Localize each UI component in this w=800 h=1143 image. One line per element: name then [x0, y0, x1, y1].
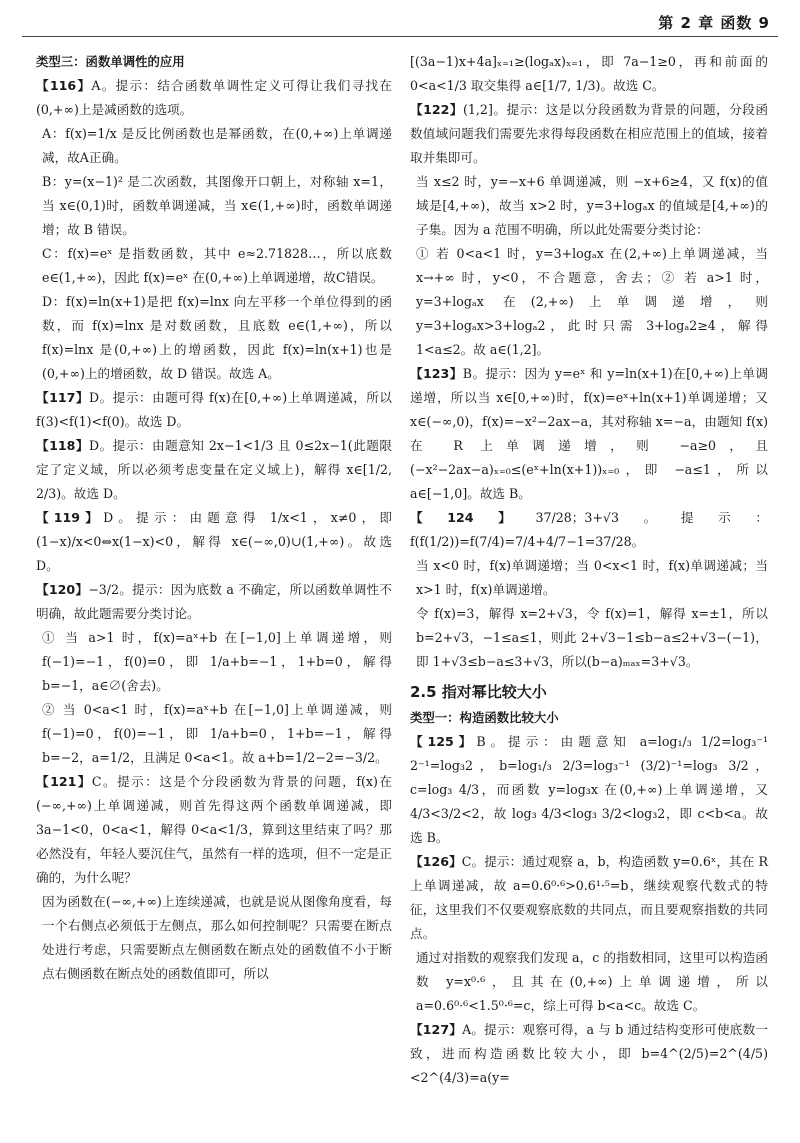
paragraph — [36, 434, 392, 506]
problem-number: 【116】 — [36, 78, 92, 93]
paragraph-text: A。提示：观察可得，a 与 b 通过结构变形可使底数一致，进而构造函数比较大小，即 b=4^(2/5)=2^(4/5)<2^(4/3)=a(y= — [410, 1022, 768, 1085]
section-type-heading — [36, 50, 392, 74]
paragraph — [410, 730, 768, 850]
paragraph — [36, 290, 392, 386]
paragraph — [36, 770, 392, 890]
paragraph-text: ② 当 0<a<1 时，f(x)=aˣ+b 在[−1,0]上单调递减，则 f(−1)=0，f(0)=−1，即 1/a+b=0，1+b=−1，解得 b=−2，a=1/2，且满足 0<a<1。故 a+b=1/2−2=−3/2。 — [42, 702, 392, 765]
paragraph — [410, 506, 768, 554]
problem-number: 【124】 — [410, 510, 536, 525]
problem-number: 【123】 — [410, 366, 463, 381]
problem-number: 【119】 — [36, 510, 104, 525]
paragraph-text: ① 当 a>1 时，f(x)=aˣ+b 在[−1,0]上单调递增，则 f(−1)=−1，f(0)=0，即 1/a+b=−1，1+b=0，解得 b=−1，a∈∅(舍去)。 — [42, 630, 392, 693]
paragraph — [36, 698, 392, 770]
paragraph — [36, 386, 392, 434]
paragraph-text: B。提示：因为 y=eˣ 和 y=ln(x+1)在[0,+∞)上单调递增，所以当 x∈[0,+∞)时，f(x)=eˣ+ln(x+1)单调递增；又 x∈(−∞,0)，f(x)=−x²−2ax−a，其对称轴 x=−a，由题知 f(x)在 R 上单调递增，则 −a≥0，且 (−x²−2ax−a)ₓ₌₀≤(eˣ+ln(x+1))ₓ₌₀，即 −a≤1，所以 a∈[−1,0]。故选 B。 — [410, 366, 769, 501]
header-rule — [22, 36, 778, 37]
problem-number: 【117】 — [36, 390, 90, 405]
section-type-heading — [410, 706, 768, 730]
paragraph-text: [(3a−1)x+4a]ₓ₌₁≥(logₐx)ₓ₌₁，即 7a−1≥0，再和前面的 0<a<1/3 取交集得 a∈[1/7, 1/3)。故选 C。 — [410, 54, 768, 93]
running-header: 第 2 章 函数 9 — [658, 14, 770, 32]
paragraph-text: 2.5 指对幂比较大小 — [410, 683, 547, 701]
paragraph-text: 因为函数在(−∞,+∞)上连续递减，也就是说从图像角度看，每一个右侧点必须低于左侧点，那么如何控制呢？只需要在断点处进行考虑，只需要断点左侧函数在断点处的函数值不小于断点右侧函数在断点处的函数值即可，所以 — [42, 894, 392, 981]
paragraph-text: 令 f(x)=3，解得 x=2+√3，令 f(x)=1，解得 x=±1，所以 b=2+√3，−1≤a≤1，则此 2+√3−1≤b−a≤2+√3−(−1)，即 1+√3≤b−a≤3+√3，所以(b−a)ₘₐₓ=3+√3。 — [416, 606, 768, 669]
left-column — [36, 50, 392, 986]
paragraph-text: 类型一：构造函数比较大小 — [410, 710, 559, 725]
paragraph — [410, 1018, 768, 1090]
problem-number: 【120】 — [36, 582, 89, 597]
paragraph — [410, 602, 768, 674]
paragraph-text: A：f(x)=1/x 是反比例函数也是幂函数，在(0,+∞)上单调递减，故A正确。 — [42, 126, 392, 165]
paragraph-text: D。提示：由题意得 1/x<1，x≠0，即 (1−x)/x<0⇔x(1−x)<0，解得 x∈(−∞,0)∪(1,+∞)。故选 D。 — [36, 510, 392, 573]
paragraph — [410, 362, 768, 506]
problem-number: 【118】 — [36, 438, 89, 453]
paragraph — [36, 242, 392, 290]
problem-number: 【122】 — [410, 102, 463, 117]
paragraph-text: A。提示：结合函数单调性定义可得让我们寻找在(0,+∞)上是减函数的选项。 — [36, 78, 392, 117]
paragraph-text: D。提示：由题意知 2x−1<1/3 且 0≤2x−1(此题限定了定义域，所以必须考虑变量在定义域上)，解得 x∈[1/2, 2/3)。故选 D。 — [36, 438, 392, 501]
paragraph-text: C。提示：这是个分段函数为背景的问题，f(x)在(−∞,+∞)上单调递减，则首先得这两个函数单调递减，即 3a−1<0，0<a<1，解得 0<a<1/3，算到这里结束了吗？那必然没有，年轻人要沉住气，虽然有一样的选项，但不一定是正确的，为什么呢？ — [36, 774, 392, 885]
paragraph-text: −3/2。提示：因为底数 a 不确定，所以函数单调性不明确，故此题需要分类讨论。 — [36, 582, 392, 621]
paragraph — [36, 506, 392, 578]
problem-number: 【127】 — [410, 1022, 463, 1037]
paragraph — [410, 946, 768, 1018]
paragraph-text: 当 x≤2 时，y=−x+6 单调递减，则 −x+6≥4，又 f(x)的值域是[4,+∞)，故当 x>2 时，y=3+logₐx 的值域是[4,+∞)的子集。因为 a 范围不明确，所以此处需要分类讨论： — [416, 174, 768, 237]
paragraph — [36, 74, 392, 122]
paragraph-text: ① 若 0<a<1 时，y=3+logₐx 在(2,+∞)上单调递减，当 x→+∞ 时，y<0，不合题意，舍去；② 若 a>1 时，y=3+logₐx 在(2,+∞)上单调递增，则 y=3+logₐx>3+logₐ2，此时只需 3+logₐ2≥4，解得 1<a≤2。故 a∈(1,2]。 — [416, 246, 768, 357]
problem-number: 【121】 — [36, 774, 92, 789]
section-heading — [410, 680, 768, 704]
paragraph-text: D：f(x)=ln(x+1)是把 f(x)=lnx 向左平移一个单位得到的函数，而 f(x)=lnx 是对数函数，且底数 e∈(1,+∞)，所以 f(x)=lnx 是(0,+∞)上的增函数，因此 f(x)=ln(x+1)也是(0,+∞)上的增函数，故 D 错误。故选 A。 — [42, 294, 392, 381]
paragraph-text: B。提示：由题意知 a=log₁/₃ 1/2=log₃⁻¹ 2⁻¹=log₃2，b=log₁/₃ 2/3=log₃⁻¹ (3/2)⁻¹=log₃ 3/2，c=log₃ 4/3，而函数 y=log₃x 在(0,+∞)上单调递增，又 4/3<3/2<2，故 log₃ 4/3<log₃ 3/2<log₃2，即 c<b<a。故选 B。 — [410, 734, 768, 845]
paragraph — [36, 122, 392, 170]
paragraph — [36, 170, 392, 242]
paragraph — [410, 170, 768, 242]
paragraph — [36, 578, 392, 626]
paragraph — [36, 626, 392, 698]
paragraph-text: (1,2]。提示：这是以分段函数为背景的问题，分段函数值域问题我们需要先求得每段函数在相应范围上的值域，接着取并集即可。 — [410, 102, 768, 165]
paragraph — [410, 554, 768, 602]
paragraph-text: D。提示：由题可得 f(x)在[0,+∞)上单调递减，所以 f(3)<f(1)<f(0)。故选 D。 — [36, 390, 392, 429]
paragraph-text: 37/28；3+√3。提示：f(f(1/2))=f(7/4)=7/4+4/7−1=37/28。 — [410, 510, 768, 549]
problem-number: 【125】 — [410, 734, 477, 749]
paragraph — [410, 50, 768, 98]
problem-number: 【126】 — [410, 854, 462, 869]
paragraph — [36, 890, 392, 986]
paragraph — [410, 850, 768, 946]
right-column — [410, 50, 768, 1090]
paragraph-text: 类型三：函数单调性的应用 — [36, 54, 185, 69]
paragraph-text: C：f(x)=eˣ 是指数函数，其中 e≈2.71828…，所以底数 e∈(1,+∞)，因此 f(x)=eˣ 在(0,+∞)上单调递增，故C错误。 — [42, 246, 392, 285]
paragraph — [410, 98, 768, 170]
paragraph — [410, 242, 768, 362]
paragraph-text: 当 x<0 时，f(x)单调递增；当 0<x<1 时，f(x)单调递减；当 x>1 时，f(x)单调递增。 — [416, 558, 768, 597]
paragraph-text: B：y=(x−1)² 是二次函数，其图像开口朝上，对称轴 x=1，当 x∈(0,1)时，函数单调递减，当 x∈(1,+∞)时，函数单调递增；故 B 错误。 — [42, 174, 392, 237]
paragraph-text: 通过对指数的观察我们发现 a，c 的指数相同，这里可以构造函数 y=x⁰·⁶，且其在(0,+∞)上单调递增，所以 a=0.6⁰·⁶<1.5⁰·⁶=c，综上可得 b<a<c。故选 C。 — [416, 950, 768, 1013]
paragraph-text: C。提示：通过观察 a，b，构造函数 y=0.6ˣ，其在 R 上单调递减，故 a=0.6⁰·⁶>0.6¹·⁵=b，继续观察代数式的特征，这里我们不仅要观察底数的共同点，而且要观察指数的共同点。 — [410, 854, 768, 941]
